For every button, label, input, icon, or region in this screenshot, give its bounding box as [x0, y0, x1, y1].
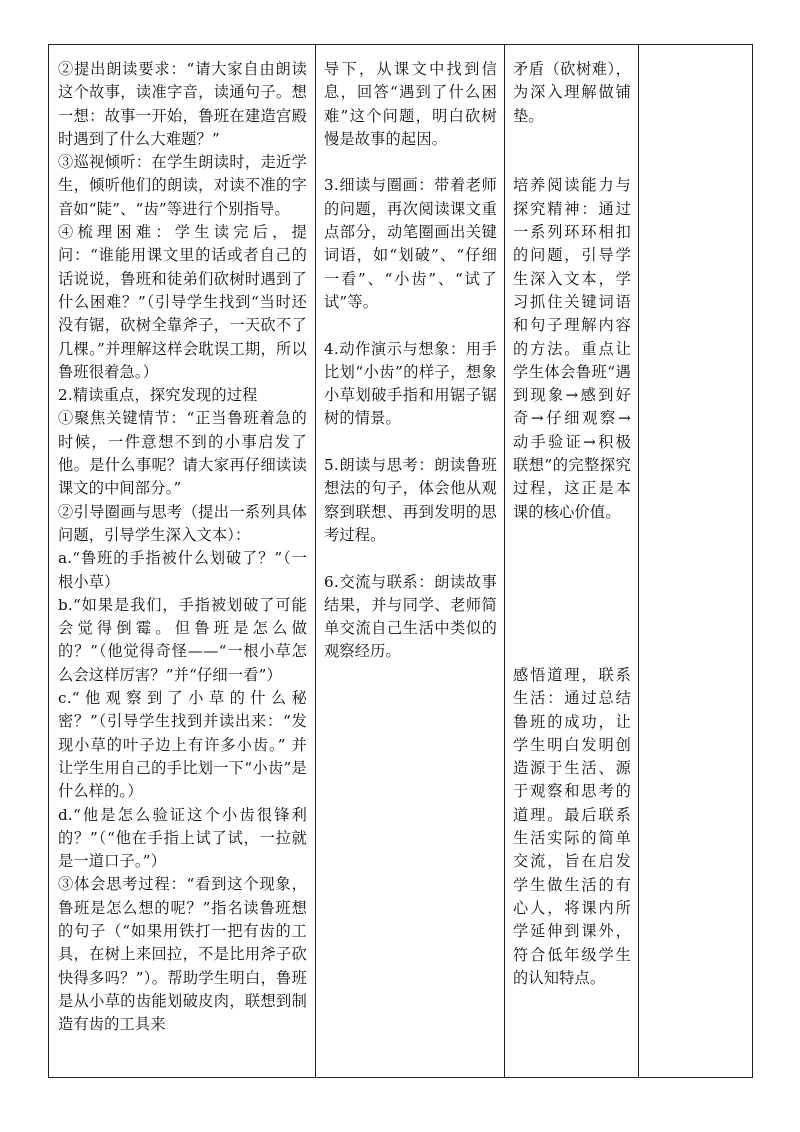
question-item: a.“鲁班的手指被什么划破了？”（一根小草）: [58, 549, 307, 591]
lesson-plan-table: [48, 44, 753, 1078]
paragraph: ①聚焦关键情节：“正当鲁班着急的时候，一件意想不到的小事启发了他。是什么事呢？请大家再仔细读读课文的中间部分。”: [58, 409, 307, 498]
paragraph: 3.细读与圈画：带着老师的问题，再次阅读课文重点部分，动笔圈画出关键词语，如“划破”、“仔细一看”、“小齿”、“试了试”等。: [324, 176, 497, 311]
paragraph: ③巡视倾听：在学生朗读时，走近学生，倾听他们的朗读，对读不准的字音如“陡”、“齿”等进行个别指导。: [58, 153, 307, 218]
column-divider: [638, 45, 639, 1077]
paragraph: 培养阅读能力与探究精神：通过一系列环环相扣的问题，引导学生深入文本，学习抓住关键词语和句子理解内容的方法。重点让学生体会鲁班“遇到现象→感到好奇→仔细观察→动手验证→积极联想”的完整探究过程，这正是本课的核心价值。: [513, 176, 631, 521]
question-item: b.“如果是我们，手指被划破了可能会觉得倒霉。但鲁班是怎么做的？”（他觉得奇怪——“一根小草怎么会这样厉害？”并“仔细一看”）: [58, 595, 307, 684]
paragraph: ②提出朗读要求：“请大家自由朗读这个故事，读准字音，读通句子。想一想：故事一开始，鲁班在建造宫殿时遇到了什么大难题？”: [58, 60, 307, 148]
paragraph: ②引导圈画与思考（提出一系列具体问题，引导学生深入文本）：: [58, 502, 307, 544]
paragraph: 6.交流与联系：朗读故事结果，并与同学、老师简单交流自己生活中类似的观察经历。: [324, 572, 497, 661]
paragraph: 5.朗读与思考：朗读鲁班想法的句子，体会他从观察到联想、再到发明的思考过程。: [324, 456, 497, 544]
teacher-activity-column: [58, 58, 307, 1036]
paragraph: 导下，从课文中找到信息，回答“遇到了什么困难”这个问题，明白砍树慢是故事的起因。: [324, 60, 497, 148]
paragraph: 4.动作演示与想象：用手比划“小齿”的样子，想象小草划破手指和用锯子锯树的情景。: [324, 339, 497, 428]
section-heading: 2.精读重点，探究发现的过程: [58, 386, 258, 405]
student-activity-column: [324, 58, 497, 664]
paragraph: 感悟道理，联系生活：通过总结鲁班的成功，让学生明白发明创造源于生活、源于观察和思考的道理。最后联系生活实际的简单交流，旨在启发学生做生活的有心人，将课内所学延伸到课外，符合低年级学生的认知特点。: [513, 665, 631, 987]
column-divider: [315, 45, 316, 1077]
paragraph: ③体会思考过程：“看到这个现象，鲁班是怎么想的呢？”指名读鲁班想的句子（“如果用铁打一把有齿的工具，在树上来回拉，不是比用斧子砍快得多吗？”）。帮助学生明白，鲁班是从小草的齿能划破皮肉，联想到制造有齿的工具来: [58, 875, 307, 1034]
column-divider: [504, 45, 505, 1077]
question-item: d.“他是怎么验证这个小齿很锋利的？”（“他在手指上试了试，一拉就是一道口子。”）: [58, 805, 307, 871]
paragraph: ④梳理困难：学生读完后，提问：“谁能用课文里的话或者自己的话说说，鲁班和徒弟们砍树时遇到了什么困难？”（引导学生找到“当时还没有锯，砍树全靠斧子，一天砍不了几棵。”并理解这样会耽误工期，所以鲁班很着急。）: [58, 223, 307, 381]
question-item: c.“他观察到了小草的什么秘密？”（引导学生找到并读出来：“发现小草的叶子边上有许多小齿。” 并让学生用自己的手比划一下“小齿”是什么样的。）: [58, 689, 307, 801]
design-intent-column: [513, 58, 631, 990]
paragraph: 矛盾（砍树难），为深入理解做铺垫。: [513, 60, 631, 125]
